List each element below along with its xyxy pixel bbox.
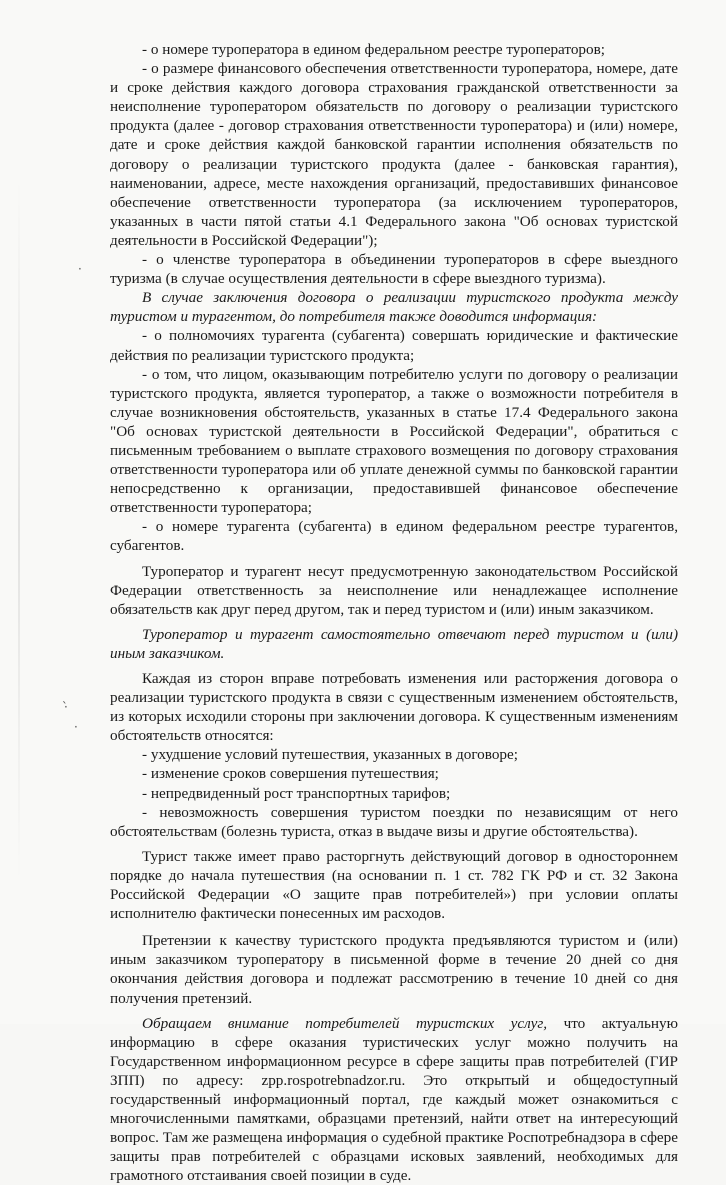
- paragraph-with-italic-lead: [110, 1014, 678, 1185]
- scan-speck: ·̀: [64, 700, 68, 714]
- paragraph: - о том, что лицом, оказывающим потребителю услуги по договору о реализации туристского продукта, являетcя туроператор, а также о возможности потребителя в случае возникновения обстоятельств, указанных в статье 17.4 Федерального закона "Об основах туристской деятельности в Российской Федерации", обратиться с письменным требованием о выплате страхового возмещения по договору страхования ответственности туроператора или об уплате денежной суммы по банковской гарантии непосредственно к организации, предоставившей финансовое обеспечение ответственности туроператора;: [110, 365, 678, 517]
- italic-paragraph: В случае заключения договора о реализации туристского продукта между туристом и турагентом, до потребителя также доводится информация:: [110, 289, 678, 326]
- italic-paragraph: Туроператор и турагент самостоятельно отвечают перед туристом и (или) иным заказчиком.: [110, 625, 678, 662]
- scan-edge-shadow: [18, 180, 20, 880]
- scan-speck: ·: [74, 720, 78, 734]
- document-body: [110, 40, 678, 1185]
- paragraph: Турист также имеет право расторгнуть действующий договор в одностороннем порядке до начала путешествия (на основании п. 1 ст. 782 ГК РФ и ст. 32 Закона Российской Федерации «О защите прав потребителей») при условии оплаты исполнителю фактически понесенных им расходов.: [110, 847, 678, 923]
- paragraph: - ухудшение условий путешествия, указанных в договоре;: [142, 746, 518, 764]
- paragraph: Туроператор и турагент несут предусмотренную законодательством Российской Федерации ответственность за неисполнение или ненадлежащее исполнение обязательств как друг перед другом, так и перед туристом и (или) иным заказчиком.: [110, 562, 678, 618]
- paragraph: - изменение сроков совершения путешествия;: [142, 765, 439, 783]
- scan-speck: ·: [78, 262, 82, 276]
- paragraph: Каждая из сторон вправе потребовать изменения или расторжения договора о реализации туристского продукта в связи с существенным изменением обстоятельств, из которых исходили стороны при заключении договора. К существенным изменениям обстоятельств относятся:: [110, 670, 678, 745]
- paragraph: - о номере туроператора в едином федеральном реестре туроператоров;: [142, 41, 606, 58]
- paragraph: Претензии к качеству туристского продукта предъявляются туристом и (или) иным заказчиком туроператору в письменной форме в течение 20 дней со дня окончания действия договора и подлежат рассмотрению в течение 10 дней со дня получения претензий.: [110, 932, 678, 1007]
- italic-lead: Обращаем внимание потребителей туристских услуг,: [142, 1014, 548, 1032]
- paragraph: - о полномочиях турагента (субагента) совершать юридические и фактические действия по реализации туристского продукта;: [110, 327, 678, 364]
- paragraph: - непредвиденный рост транспортных тарифов;: [142, 784, 451, 802]
- paragraph: - невозможность совершения туристом поездки по независящим от него обстоятельствам (болезнь туриста, отказ в выдаче визы и другие обстоятельства).: [110, 803, 678, 840]
- paragraph: - о номере турагента (субагента) в едином федеральном реестре турагентов, субагентов.: [110, 518, 678, 555]
- paragraph-body: что актуальную информацию в сфере оказания туристических услуг можно получить на Государственном информационном ресурсе в сфере защиты прав потребителей (ГИР ЗПП) по адресу: zpp.rospotrebnadzor.ru. Это открытый и общедоступный государственный информационный портал, где каждый может ознакомиться с многочисленными памятками, образцами претензий, найти ответ на интересующий вопрос. Там же размещена информация о судебной практике Роспотребнадзора в сфере защиты прав потребителей с образцами исковых заявлений, необходимых для грамотного отстаивания своей позиции в суде.: [110, 1014, 678, 1185]
- paragraph: - о размере финансового обеспечения ответственности туроператора, номере, дате и сроке действия каждого договора страхования гражданской ответственности за неисполнение туроператором обязательств по договору о реализации туристского продукта (далее - договор страхования ответственности туроператора) и (или) номере, дате и сроке действия каждой банковской гарантии исполнения обязательств по договору о реализации туристского продукта (далее - банковская гарантия), наименовании, адресе, месте нахождения организаций, предоставивших финансовое обеспечение ответственности туроператора (за исключением туроператоров, указанных в части пятой статьи 4.1 Федерального закона "Об основах туристской деятельности в Российской Федерации");: [110, 60, 678, 249]
- paragraph: - о членстве туроператора в объединении туроператоров в сфере выездного туризма (в случае осуществления деятельности в сфере выездного туризма).: [110, 251, 678, 288]
